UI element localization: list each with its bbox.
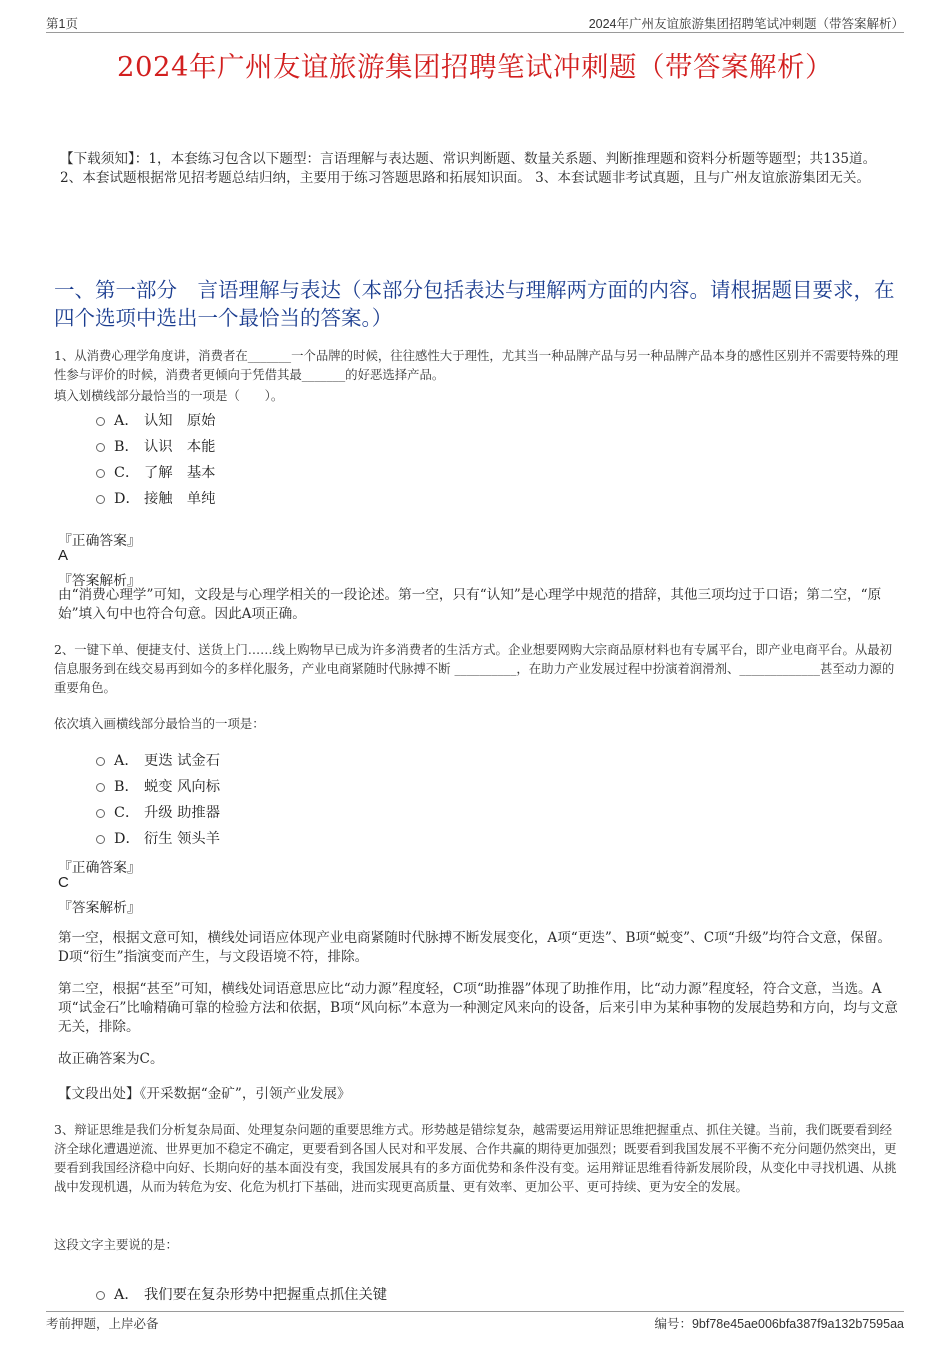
question-1-option-b[interactable] — [96, 436, 215, 456]
option-text: 认知 原始 — [144, 413, 216, 429]
option-letter: D． — [114, 831, 140, 847]
question-2-stem: 2、一键下单、便捷支付、送货上门……线上购物早已成为许多消费者的生活方式。企业想要网购大宗商品原材料也有专属平台，即产业电商平台。从最初信息服务到在线交易再到如今的多样化服务，产业电商紧随时代脉搏不断 __________，在助力产业发展过程中扮演着润滑剂、_____________甚至动力源的重要角色。 — [54, 642, 895, 695]
footer-slogan: 考前押题，上岸必备 — [46, 1317, 159, 1331]
option-letter: A． — [114, 1287, 139, 1303]
option-text: 衍生 领头羊 — [144, 831, 221, 847]
question-3-option-a[interactable] — [96, 1284, 387, 1304]
question-1-prompt: 填入划横线部分最恰当的一项是（ ）。 — [54, 388, 284, 403]
option-text: 接触 单纯 — [144, 491, 216, 507]
question-2-analysis-label: 『答案解析』 — [58, 900, 141, 916]
question-1-option-c[interactable] — [96, 462, 215, 482]
radio-icon[interactable] — [96, 1291, 105, 1300]
radio-icon[interactable] — [96, 495, 105, 504]
option-letter: A． — [114, 753, 139, 769]
section-heading: 一、第一部分 言语理解与表达（本部分包括表达与理解两方面的内容。请根据题目要求，在四个选项中选出一个最恰当的答案。） — [54, 278, 895, 330]
option-letter: C． — [114, 805, 140, 821]
option-text: 我们要在复杂形势中把握重点抓住关键 — [144, 1287, 388, 1303]
option-text: 升级 助推器 — [144, 805, 221, 821]
page-title: 2024年广州友谊旅游集团招聘笔试冲刺题（带答案解析） — [117, 51, 833, 83]
radio-icon[interactable] — [96, 835, 105, 844]
question-2-answer: C — [58, 874, 69, 891]
question-2-analysis-conclusion: 故正确答案为C。 — [58, 1051, 164, 1067]
header-divider — [46, 32, 904, 33]
question-2-analysis-paragraph-2: 第二空，根据“甚至”可知，横线处词语意思应比“动力源”程度轻，C项“助推器”体现了助推作用，比“动力源”程度轻，符合文意，当选。A项“试金石”比喻精确可靠的检验方法和依据，B项“风向标”本意为一种测定风来向的设备，后来引申为某种事物的发展趋势和方向，均与文意无关，排除。 — [58, 981, 898, 1035]
page-number: 第1页 — [46, 17, 78, 31]
option-text: 了解 基本 — [144, 465, 216, 481]
option-letter: A． — [114, 413, 139, 429]
question-1-option-d[interactable] — [96, 488, 215, 508]
option-letter: C． — [114, 465, 140, 481]
option-text: 更迭 试金石 — [144, 753, 221, 769]
question-1-analysis-label: 『答案解析』 — [58, 573, 141, 589]
question-1-answer: A — [58, 547, 69, 564]
header-doc-title: 2024年广州友谊旅游集团招聘笔试冲刺题（带答案解析） — [588, 17, 904, 31]
question-2-source: 【文段出处】《开采数据“金矿”，引领产业发展》 — [58, 1086, 351, 1102]
radio-icon[interactable] — [96, 809, 105, 818]
option-text: 认识 本能 — [144, 439, 216, 455]
radio-icon[interactable] — [96, 443, 105, 452]
question-2-correct-answer-label: 『正确答案』 — [58, 860, 141, 876]
radio-icon[interactable] — [96, 417, 105, 426]
question-2-option-a[interactable] — [96, 750, 220, 770]
question-1-option-a[interactable] — [96, 410, 215, 430]
question-2-prompt: 依次填入画横线部分最恰当的一项是： — [54, 716, 265, 731]
question-3-stem: 3、辩证思维是我们分析复杂局面、处理复杂问题的重要思维方式。形势越是错综复杂，越需要运用辩证思维把握重点、抓住关键。当前，我们既要看到经济全球化遭遇逆流、世界更加不稳定不确定，更要看到各国人民对和平发展、合作共赢的期待更加强烈；既要看到我国发展不平衡不充分问题仍然突出，更要看到我国经济稳中向好、长期向好的基本面没有变，我国发展具有的多方面优势和条件没有变。运用辩证思维看待新发展阶段，从变化中寻找机遇、从挑战中发现机遇，从而为转危为安、化危为机打下基础，进而实现更高质量、更有效率、更加公平、更可持续、更为安全的发展。 — [54, 1122, 897, 1194]
question-1-correct-answer-label: 『正确答案』 — [58, 533, 141, 549]
question-2-analysis-paragraph-1: 第一空，根据文意可知，横线处词语应体现产业电商紧随时代脉搏不断发展变化，A项“更迭”、B项“蜕变”、C项“升级”均符合文意，保留。D项“衍生”指演变而产生，与文段语境不符，排除。 — [58, 930, 892, 965]
question-2-option-c[interactable] — [96, 802, 220, 822]
option-letter: B． — [114, 779, 139, 795]
radio-icon[interactable] — [96, 783, 105, 792]
option-text: 蜕变 风向标 — [144, 779, 221, 795]
footer-document-id: 编号：9bf78e45ae006bfa387f9a132b7595aa — [654, 1317, 904, 1331]
question-1-stem: 1、从消费心理学角度讲，消费者在_______一个品牌的时候，往往感性大于理性，尤其当一种品牌产品与另一种品牌产品本身的感性区别并不需要特殊的理性参与评价的时候，消费者更倾向于凭借其最_______的好恶选择产品。 — [54, 348, 899, 382]
radio-icon[interactable] — [96, 469, 105, 478]
question-3-prompt: 这段文字主要说的是： — [54, 1237, 178, 1252]
option-letter: B． — [114, 439, 139, 455]
radio-icon[interactable] — [96, 757, 105, 766]
question-1-analysis: 由“消费心理学”可知，文段是与心理学相关的一段论述。第一空，只有“认知”是心理学中规范的措辞，其他三项均过于口语；第二空，“原始”填入句中也符合句意。因此A项正确。 — [58, 587, 882, 622]
download-notice: 【下载须知】：1，本套练习包含以下题型：言语理解与表达题、常识判断题、数量关系题、判断推理题和资料分析题等题型；共135道。 2、本套试题根据常见招考题总结归纳，主要用于练习答题思路和拓展知识面。 3、本套试题非考试真题，且与广州友谊旅游集团无关。 — [60, 151, 877, 186]
question-2-option-d[interactable] — [96, 828, 220, 848]
option-letter: D． — [114, 491, 140, 507]
question-2-option-b[interactable] — [96, 776, 220, 796]
footer-divider — [46, 1311, 904, 1312]
